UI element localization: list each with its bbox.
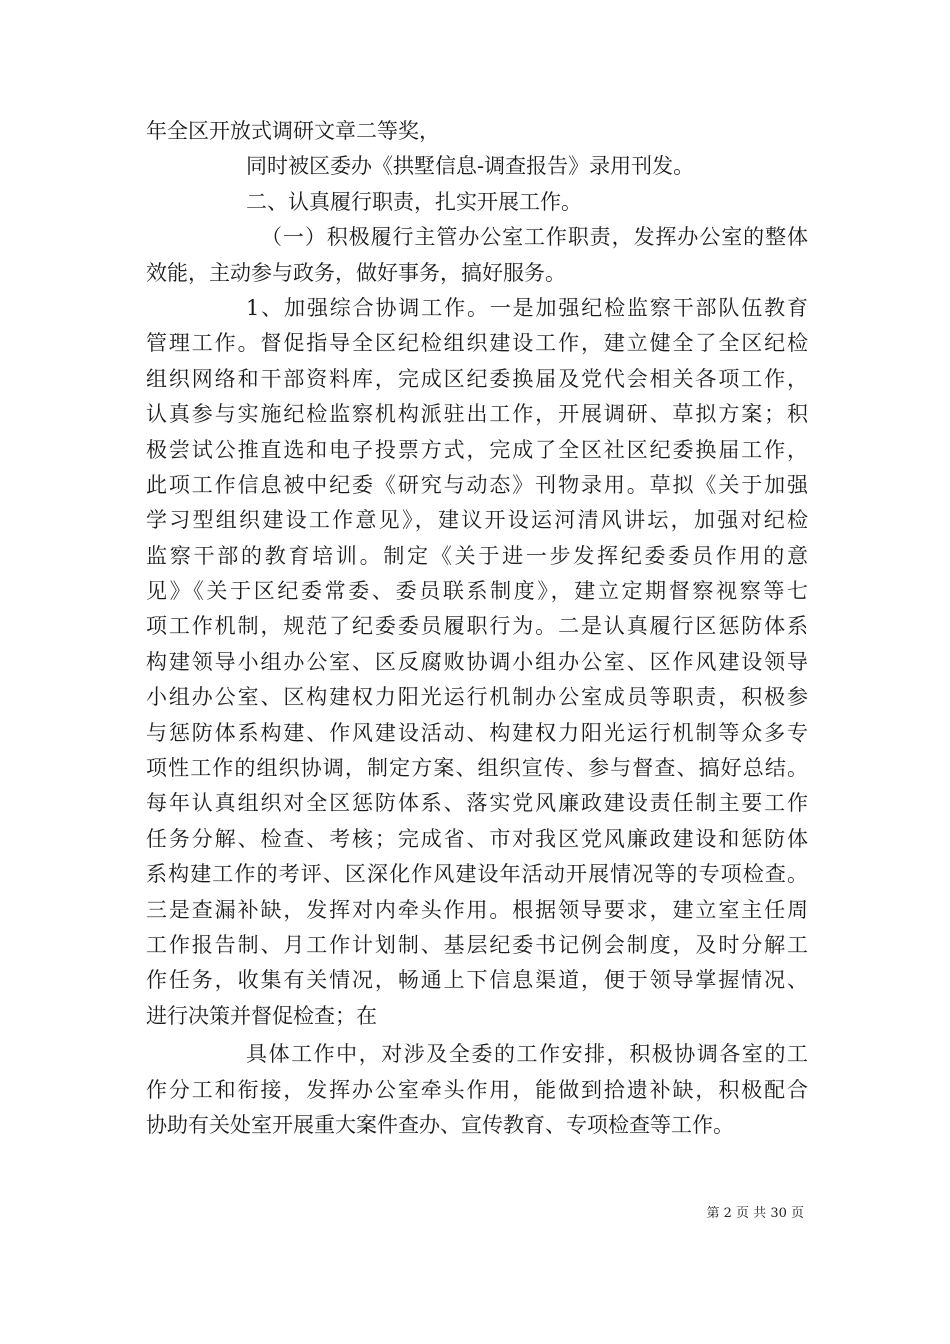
text-line: 与惩防体系构建、作风建设活动、构建权力阳光运行机制等众多专	[146, 720, 808, 745]
text-line: 项性工作的组织协调，制定方案、组织宣传、参与督查、搞好总结。	[146, 756, 808, 781]
text-line: 效能，主动参与政务，做好事务，搞好服务。	[146, 260, 566, 285]
text-line: （一）积极履行主管办公室工作职责，发挥办公室的整体	[261, 225, 808, 250]
text-line: 认真参与实施纪检监察机构派驻出工作，开展调研、草拟方案；积	[146, 402, 808, 427]
text-line: 构建领导小组办公室、区反腐败协调小组办公室、区作风建设领导	[146, 649, 808, 674]
text-line: 工作报告制、月工作计划制、基层纪委书记例会制度，及时分解工	[146, 932, 808, 957]
text-line: 二、认真履行职责，扎实开展工作。	[246, 189, 582, 214]
text-line: 小组办公室、区构建权力阳光运行机制办公室成员等职责，积极参	[146, 685, 808, 710]
text-line: 任务分解、检查、考核；完成省、市对我区党风廉政建设和惩防体	[146, 826, 808, 851]
text-line: 协助有关处室开展重大案件查办、宣传教育、专项检查等工作。	[146, 1112, 734, 1137]
text-line: 项工作机制，规范了纪委委员履职行为。二是认真履行区惩防体系	[146, 614, 808, 639]
text-line: 组织网络和干部资料库，完成区纪委换届及党代会相关各项工作，	[146, 366, 808, 391]
text-line: 作任务，收集有关情况，畅通上下信息渠道，便于领导掌握情况、	[146, 968, 808, 993]
text-line: 三是查漏补缺，发挥对内牵头作用。根据领导要求，建立室主任周	[146, 897, 808, 922]
text-line: 进行决策并督促检查；在	[146, 1003, 377, 1028]
text-line: 极尝试公推直选和电子投票方式，完成了全区社区纪委换届工作，	[146, 437, 808, 462]
text-line: 见》《关于区纪委常委、委员联系制度》，建立定期督察视察等七	[146, 579, 808, 604]
text-line: 同时被区委办《拱墅信息-调查报告》录用刊发。	[246, 154, 695, 179]
page-number: 第 2 页 共 30 页	[706, 1206, 804, 1221]
text-line: 此项工作信息被中纪委《研究与动态》刊物录用。草拟《关于加强	[146, 472, 808, 497]
text-line: 每年认真组织对全区惩防体系、落实党风廉政建设责任制主要工作	[146, 791, 808, 816]
text-line: 年全区开放式调研文章二等奖，	[146, 119, 440, 143]
body-text	[146, 114, 808, 1143]
text-line: 1、加强综合协调工作。一是加强纪检监察干部队伍教育	[246, 295, 808, 320]
text-line: 监察干部的教育培训。制定《关于进一步发挥纪委委员作用的意	[146, 543, 808, 568]
text-line: 系构建工作的考评、区深化作风建设年活动开展情况等的专项检查。	[146, 862, 808, 887]
text-line: 具体工作中，对涉及全委的工作安排，积极协调各室的工	[246, 1042, 808, 1067]
text-line: 管理工作。督促指导全区纪检组织建设工作，建立健全了全区纪检	[146, 331, 808, 356]
text-line: 作分工和衔接，发挥办公室牵头作用，能做到拾遗补缺，积极配合	[146, 1077, 808, 1102]
text-line: 学习型组织建设工作意见》，建议开设运河清风讲坛，加强对纪检	[146, 508, 808, 533]
